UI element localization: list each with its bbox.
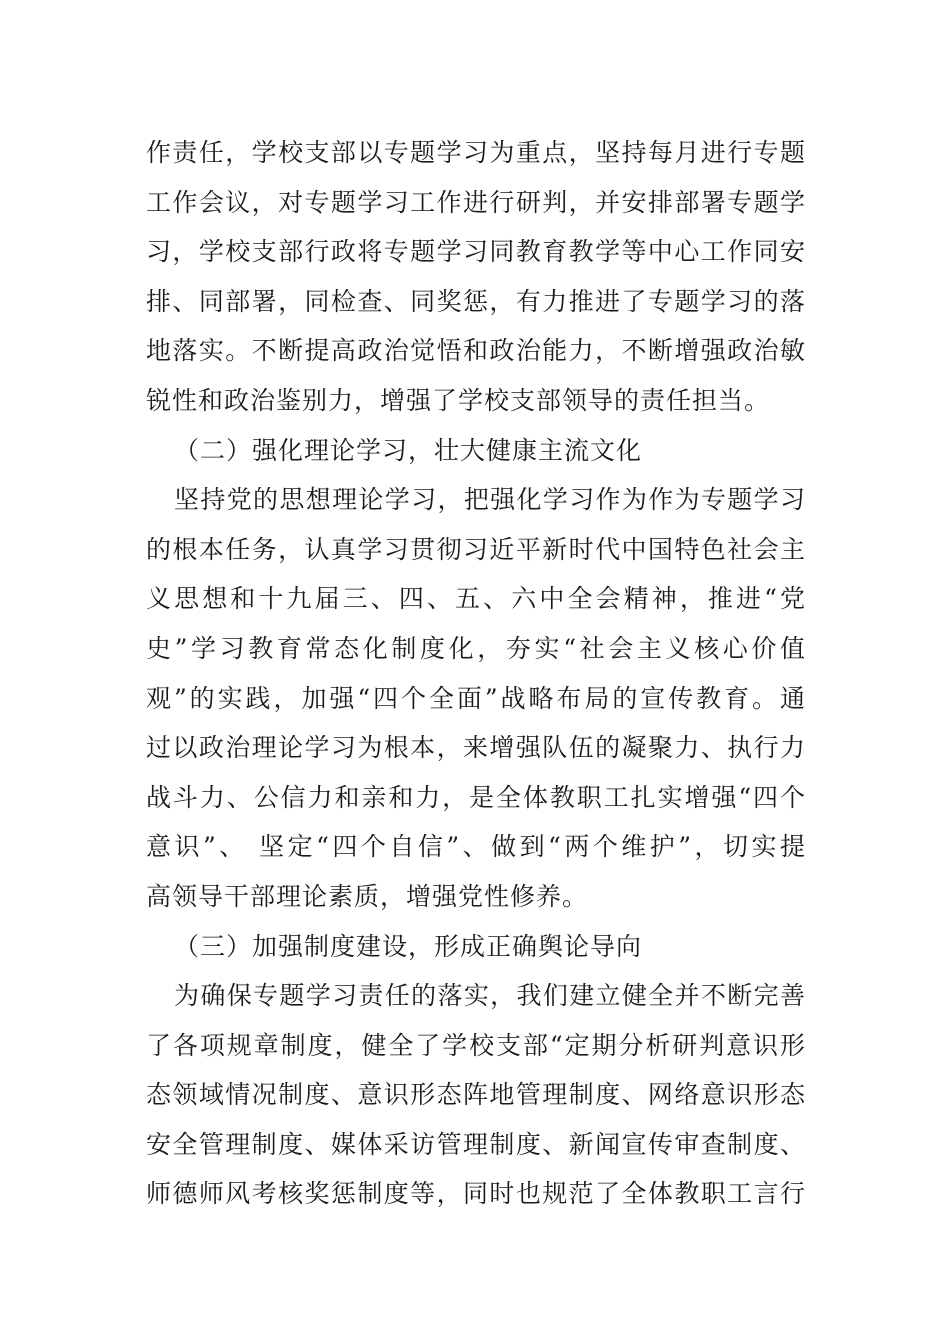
text-line: 习，学校支部行政将专题学习同教育教学等中心工作同安 <box>146 237 806 267</box>
text-line: 排、同部署，同检查、同奖惩，有力推进了专题学习的落 <box>146 286 806 316</box>
text-line: 安全管理制度、媒体采访管理制度、新闻宣传审查制度、 <box>146 1129 806 1159</box>
text-line: 的根本任务，认真学习贯彻习近平新时代中国特色社会主 <box>146 534 806 564</box>
text-line: 史”学习教育常态化制度化，夯实“社会主义核心价值 <box>146 633 806 663</box>
document-body <box>146 128 806 1219</box>
text-line: 态领域情况制度、意识形态阵地管理制度、网络意识形态 <box>146 1080 806 1110</box>
section-heading: （三）加强制度建设，形成正确舆论导向 <box>174 931 643 961</box>
text-line: 坚持党的思想理论学习，把强化学习作为作为专题学习 <box>174 485 806 515</box>
text-line: 高领导干部理论素质，增强党性修养。 <box>146 881 589 911</box>
text-line: 作责任，学校支部以专题学习为重点，坚持每月进行专题 <box>146 138 806 167</box>
text-line: 了各项规章制度，健全了学校支部“定期分析研判意识形 <box>146 1030 806 1060</box>
text-line: 工作会议，对专题学习工作进行研判，并安排部署专题学 <box>146 187 806 217</box>
text-line: 为确保专题学习责任的落实，我们建立健全并不断完善 <box>174 981 806 1011</box>
text-line: 锐性和政治鉴别力，增强了学校支部领导的责任担当。 <box>146 385 771 415</box>
text-line: 义思想和十九届三、四、五、六中全会精神，推进“党 <box>146 584 806 614</box>
text-line: 观”的实践，加强“四个全面”战略布局的宣传教育。通 <box>146 683 806 713</box>
text-line: 地落实。不断提高政治觉悟和政治能力，不断增强政治敏 <box>146 336 806 366</box>
text-line: 战斗力、公信力和亲和力，是全体教职工扎实增强“四个 <box>146 782 806 812</box>
section-heading: （二）强化理论学习，壮大健康主流文化 <box>174 435 643 465</box>
text-line: 师德师风考核奖惩制度等，同时也规范了全体教职工言行 <box>146 1179 806 1209</box>
text-line: 过以政治理论学习为根本，来增强队伍的凝聚力、执行力 <box>146 733 806 763</box>
text-line: 意识”、 坚定“四个自信”、做到“两个维护”，切实提 <box>146 832 806 862</box>
